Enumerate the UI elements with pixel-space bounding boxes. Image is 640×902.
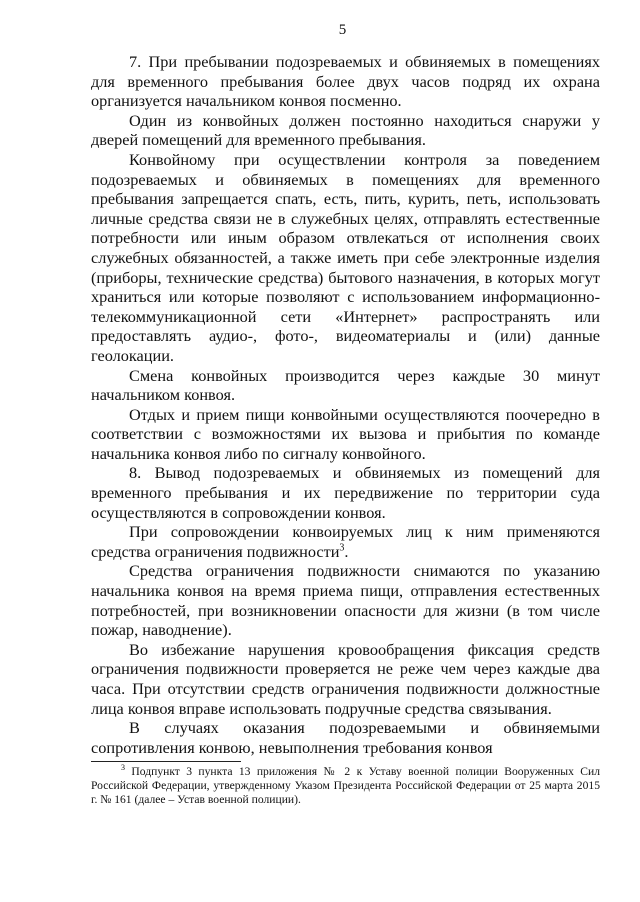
page-number: 5 — [338, 22, 347, 38]
paragraph-8-escort-movement: 8. Вывод подозреваемых и обвиняемых из помещений для временного пребывания и их передвижение по территории суда осуществляются в сопровождении конвоя. — [91, 463, 600, 522]
footnote-marker: 3 — [121, 763, 125, 773]
footnote-text: Подпункт 3 пункта 13 приложения № 2 к Уставу военной полиции Вооруженных Сил Российской Федерации, утвержденному Указом Президента Российской Федерации от 25 марта 2015 г. № 161 (далее – Устав военной полиции). — [91, 765, 600, 806]
paragraph-resistance-cases: В случаях оказания подозреваемыми и обвиняемыми сопротивления конвою, невыполнения требования конвоя — [91, 718, 600, 757]
paragraph-restraints-removed: Средства ограничения подвижности снимаются по указанию начальника конвоя на время приема пищи, отправления естественных потребностей, при возникновении опасности для жизни (в том числе пожар, наводнение). — [91, 561, 600, 640]
footnote — [91, 765, 600, 806]
paragraph-guard-outside-door: Один из конвойных должен постоянно находиться снаружи у дверей помещений для временного пребывания. — [91, 110, 600, 150]
paragraph-guard-prohibitions: Конвойному при осуществлении контроля за поведением подозреваемых и обвиняемых в помещениях для временного пребывания запрещается спать, есть, пить, курить, петь, использовать личные средства связи не в служебных целях, отправлять естественные потребности или иным образом отвлекаться от исполнения своих служебных обязанностей, а также иметь при себе электронные изделия (приборы, технические средства) бытового назначения, в которых могут храниться или которые позволяют с использованием информационно-телекоммуникационной сети «Интернет» распространять или предоставлять аудио-, фото-, видеоматериалы и (или) данные геолокации. — [91, 149, 600, 365]
footnote-reference-suffix: . — [344, 541, 349, 561]
paragraph-rest-and-meals: Отдых и прием пищи конвойными осуществляются поочередно в соответствии с возможностями их вызова и прибытия по команде начальника конвоя либо по сигналу конвойного. — [91, 404, 600, 463]
footnote-divider — [91, 761, 241, 762]
paragraph-restraints-applied-text: При сопровождении конвоируемых лиц к ним применяются средства ограничения подвижности — [91, 522, 600, 561]
paragraph-guard-change: Смена конвойных производится через каждые 30 минут начальником конвоя. — [91, 365, 600, 405]
paragraph-restraints-checked: Во избежание нарушения кровообращения фиксация средств ограничения подвижности проверяется не реже чем через каждые два часа. При отсутствии средств ограничения подвижности должностные лица конвоя вправе использовать подручные средства связывания. — [91, 639, 600, 718]
footnote-reference: 3 — [339, 542, 345, 554]
paragraph-7-guard-shift: 7. При пребывании подозреваемых и обвиняемых в помещениях для временного пребывания более двух часов подряд их охрана организуется начальником конвоя посменно. — [91, 52, 600, 111]
paragraph-restraints-applied — [91, 522, 600, 561]
